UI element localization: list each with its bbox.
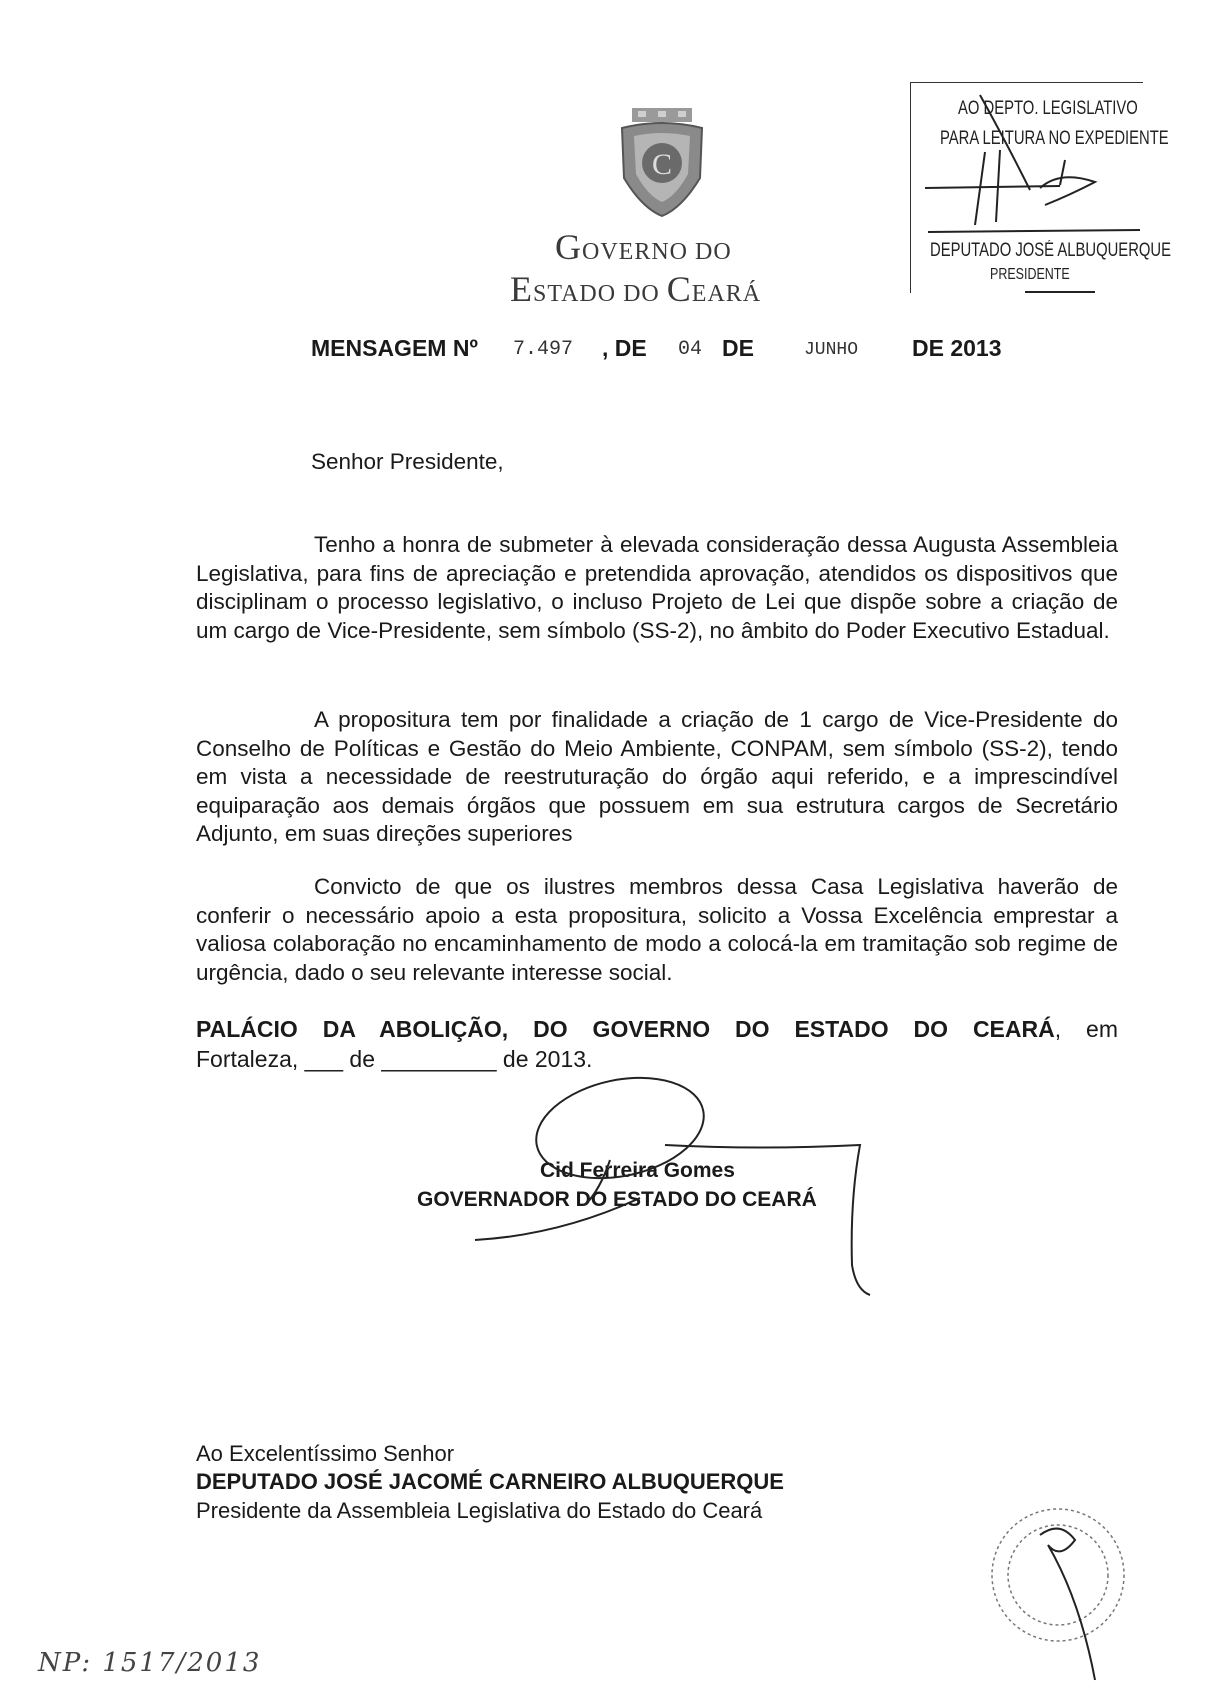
paragraph-3: Convicto de que os ilustres membros dessa Casa Legislativa haverão de conferir o necessário apoio a esta propositura, solicito a Vossa Excelência emprestar a valiosa colaboração no encaminhamento de modo a colocá-la em tramitação sob regime de urgência, dado o seu relevante interesse social. <box>196 874 1118 985</box>
stamp-line-2: PARA LEITURA NO EXPEDIENTE <box>940 128 1169 149</box>
message-number: 7.497 <box>513 338 574 361</box>
handwritten-protocol-note: NP: 1517/2013 <box>38 1648 262 1678</box>
state-crest-logo <box>612 108 712 218</box>
closing-block <box>196 1014 1118 1074</box>
signatory-title: GOVERNADOR DO ESTADO DO CEARÁ <box>417 1188 817 1211</box>
addressee-line-1: Ao Excelentíssimo Senhor <box>196 1441 455 1466</box>
government-title-line2: ESTADO DO CEARÁ <box>510 269 762 309</box>
round-seal <box>992 1509 1124 1641</box>
paragraph-2: A propositura tem por finalidade a criação de 1 cargo de Vice-Presidente do Conselho de Políticas e Gestão do Meio Ambiente, CONPAM, sem símbolo (SS-2), tendo em vista a necessidade de reestruturação do órgão aqui referido, e a imprescindível equiparação aos demais órgãos que possuem em sua estrutura cargos de Secretário Adjunto, em suas direções superiores <box>196 707 1118 847</box>
stamp-line-1: AO DEPTO. LEGISLATIVO <box>958 98 1138 119</box>
signatory-name: Cid Ferreira Gomes <box>540 1159 735 1182</box>
salutation: Senhor Presidente, <box>311 449 504 474</box>
palace-line <box>196 1014 1118 1044</box>
message-label: MENSAGEM Nº <box>311 335 478 361</box>
message-de-1: , DE <box>602 335 647 361</box>
stamp-line-3: DEPUTADO JOSÉ ALBUQUERQUE <box>930 240 1172 261</box>
stamp-line-4: PRESIDENTE <box>990 266 1070 283</box>
message-de-2: DE <box>722 335 754 361</box>
government-title-line1: GOVERNO DO <box>555 227 732 267</box>
palace-tail: , em <box>1054 1016 1118 1042</box>
addressee-line-3: Presidente da Assembleia Legislativa do Estado do Ceará <box>196 1498 763 1523</box>
palace-name: PALÁCIO DA ABOLIÇÃO, DO GOVERNO DO ESTADO DO CEARÁ <box>196 1016 1055 1042</box>
svg-text:C: C <box>651 148 673 181</box>
message-year: DE 2013 <box>912 335 1002 361</box>
message-month: JUNHO <box>804 340 859 360</box>
date-line: Fortaleza, ___ de _________ de 2013. <box>196 1046 593 1072</box>
paragraph-1: Tenho a honra de submeter à elevada consideração dessa Augusta Assembleia Legislativa, para fins de apreciação e pretendida aprovação, atendidos os dispositivos que disciplinam o processo legislativo, o incluso Projeto de Lei que dispõe sobre a criação de um cargo de Vice-Presidente, sem símbolo (SS-2), no âmbito do Poder Executivo Estadual. <box>196 532 1118 643</box>
message-day: 04 <box>678 338 703 361</box>
addressee-line-2: DEPUTADO JOSÉ JACOMÉ CARNEIRO ALBUQUERQUE <box>196 1469 784 1494</box>
seal-signature <box>1040 1529 1095 1680</box>
